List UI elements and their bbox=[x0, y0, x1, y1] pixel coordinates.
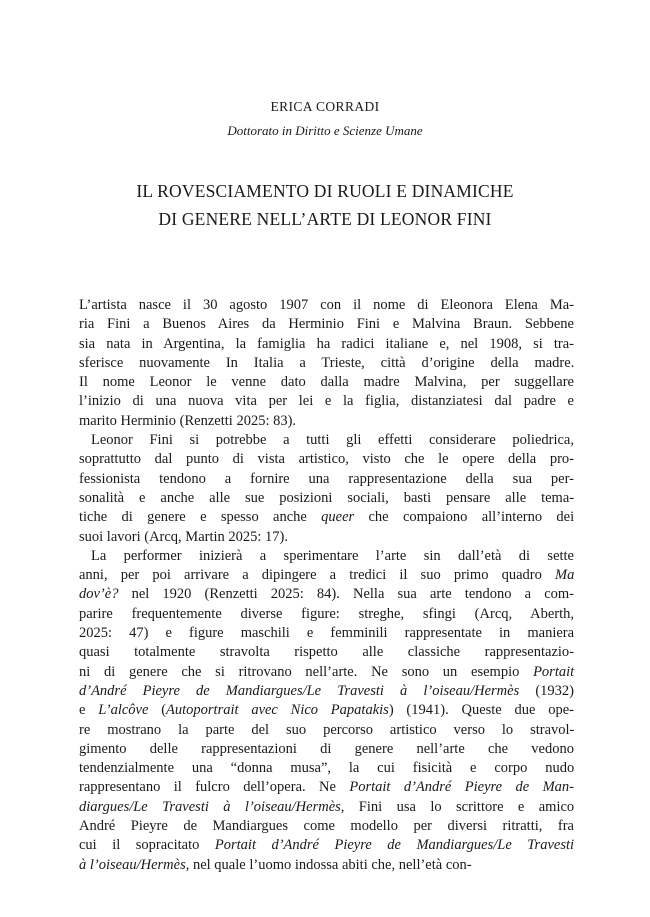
text-line bbox=[79, 412, 574, 431]
text-run: soprattutto dal punto di vista artistico, visto che le opere della pro- bbox=[79, 451, 574, 468]
article-body bbox=[79, 296, 574, 875]
text-run: Il nome Leonor le venne dato dalla madre Malvina, per suggellare bbox=[79, 374, 574, 391]
title-line: IL ROVESCIAMENTO DI RUOLI E DINAMICHE bbox=[136, 181, 514, 201]
text-run: fessionista tendono a fornire una rappresentazione della sua per- bbox=[79, 470, 574, 487]
italic-text: Portait d’André Pieyre de Man- bbox=[349, 779, 574, 796]
author-name: ERICA CORRADI bbox=[270, 99, 380, 114]
text-line bbox=[79, 759, 574, 778]
author-affiliation: Dottorato in Diritto e Scienze Umane bbox=[227, 123, 423, 138]
text-line bbox=[79, 778, 574, 797]
text-line bbox=[79, 721, 574, 740]
text-run: re mostrano la parte del suo percorso artistico verso lo stravol- bbox=[79, 721, 575, 738]
italic-text: Portait d’André Pieyre de Mandiargues/Le Travesti bbox=[214, 837, 575, 854]
italic-text: dov’è? bbox=[79, 586, 119, 603]
article-title bbox=[0, 177, 650, 233]
text-run: ria Fini a Buenos Aires da Herminio Fini e Malvina Braun. Sebbene bbox=[79, 316, 574, 333]
text-line bbox=[79, 836, 574, 855]
text-line bbox=[79, 431, 574, 450]
text-line bbox=[79, 585, 574, 604]
text-run: nel 1920 (Renzetti 2025: 84). Nella sua arte tendono a com- bbox=[118, 586, 574, 603]
italic-text: diargues/Le Travesti à l’oiseau/Hermès bbox=[79, 798, 341, 815]
text-run: parire frequentemente diverse figure: streghe, sfingi (Arcq, Aberth, bbox=[79, 605, 574, 622]
text-line bbox=[79, 566, 574, 585]
text-line bbox=[79, 528, 574, 547]
text-line bbox=[79, 701, 574, 720]
text-line bbox=[79, 450, 574, 469]
italic-text: à l’oiseau/Hermès bbox=[79, 856, 186, 873]
text-run: ( bbox=[148, 702, 167, 719]
text-run: ni di genere che si ritrovano nell’arte. Ne sono un esempio bbox=[79, 663, 534, 680]
italic-text: L’alcôve bbox=[98, 702, 149, 719]
text-run: sia nata in Argentina, la famiglia ha radici italiane e, nel 1908, si tra- bbox=[79, 335, 574, 352]
text-run: Leonor Fini si potrebbe a tutti gli effetti considerare poliedrica, bbox=[91, 432, 574, 449]
text-run: suoi lavori (Arcq, Martin 2025: 17). bbox=[79, 528, 289, 545]
paragraph bbox=[79, 431, 574, 547]
text-line bbox=[79, 740, 574, 759]
text-run: tiche di genere e spesso anche bbox=[79, 509, 322, 526]
italic-text: Ma bbox=[554, 567, 575, 584]
text-line bbox=[79, 624, 574, 643]
paragraph bbox=[79, 547, 574, 875]
text-run: che compaiono all’interno dei bbox=[354, 509, 575, 526]
text-run: anni, per poi arrivare a dipingere a tredici il suo primo quadro bbox=[79, 567, 555, 584]
italic-text: Autoportrait avec Nico Papatakis bbox=[166, 702, 389, 719]
text-run: , Fini usa lo scrittore e amico bbox=[340, 798, 575, 815]
text-run: 2025: 47) e figure maschili e femminili rappresentate in maniera bbox=[79, 625, 575, 642]
italic-text: d’André Pieyre de Mandiargues/Le Travesti à l’oiseau/Hermès bbox=[79, 682, 520, 699]
text-run: André Pieyre de Mandiargues come modello per diversi ritratti, fra bbox=[79, 818, 574, 835]
italic-text: queer bbox=[321, 509, 355, 526]
text-line bbox=[79, 335, 574, 354]
paragraph bbox=[79, 296, 574, 431]
text-line bbox=[79, 392, 574, 411]
text-line bbox=[79, 315, 574, 334]
text-run: La performer inizierà a sperimentare l’arte sin dall’età di sette bbox=[91, 547, 574, 564]
text-run: sferisce nuovamente In Italia a Trieste, città d’origine della madre. bbox=[79, 354, 575, 371]
text-line bbox=[79, 798, 574, 817]
text-run: , nel quale l’uomo indossa abiti che, nell’età con- bbox=[185, 856, 472, 873]
text-run: quasi totalmente stravolta rispetto alle classiche rappresentazio- bbox=[79, 644, 574, 661]
text-run: L’artista nasce il 30 agosto 1907 con il nome di Eleonora Elena Ma- bbox=[79, 297, 574, 313]
text-run: (1932) bbox=[519, 682, 574, 699]
text-run: ) (1941). Queste due ope- bbox=[388, 702, 574, 719]
text-line bbox=[79, 470, 574, 489]
text-run: rappresentano il fulcro dell’opera. Ne bbox=[79, 779, 350, 796]
text-line bbox=[79, 643, 574, 662]
text-run: cui il sopracitato bbox=[79, 837, 215, 854]
text-line bbox=[79, 508, 574, 527]
text-line bbox=[79, 663, 574, 682]
text-run: marito Herminio (Renzetti 2025: 83). bbox=[79, 412, 297, 429]
text-line bbox=[79, 856, 574, 875]
text-line bbox=[79, 682, 574, 701]
title-line: DI GENERE NELL’ARTE DI LEONOR FINI bbox=[158, 209, 492, 229]
text-run: gimento delle rappresentazioni di genere nell’arte che vedono bbox=[79, 740, 574, 757]
text-run: l’inizio di una nuova vita per lei e la figlia, distanziatesi dal padre e bbox=[79, 393, 574, 410]
text-line bbox=[79, 605, 574, 624]
text-line bbox=[79, 489, 574, 508]
text-line bbox=[79, 373, 574, 392]
text-line bbox=[79, 354, 574, 373]
italic-text: Portait bbox=[533, 663, 575, 680]
text-line bbox=[79, 547, 574, 566]
text-run: e bbox=[79, 702, 99, 719]
text-run: tendenzialmente una “donna musa”, la cui fisicità e corpo nudo bbox=[79, 760, 575, 777]
text-run: sonalità e anche alle sue posizioni sociali, basti pensare alle tema- bbox=[79, 489, 575, 506]
text-line bbox=[79, 817, 574, 836]
text-line bbox=[79, 296, 574, 315]
